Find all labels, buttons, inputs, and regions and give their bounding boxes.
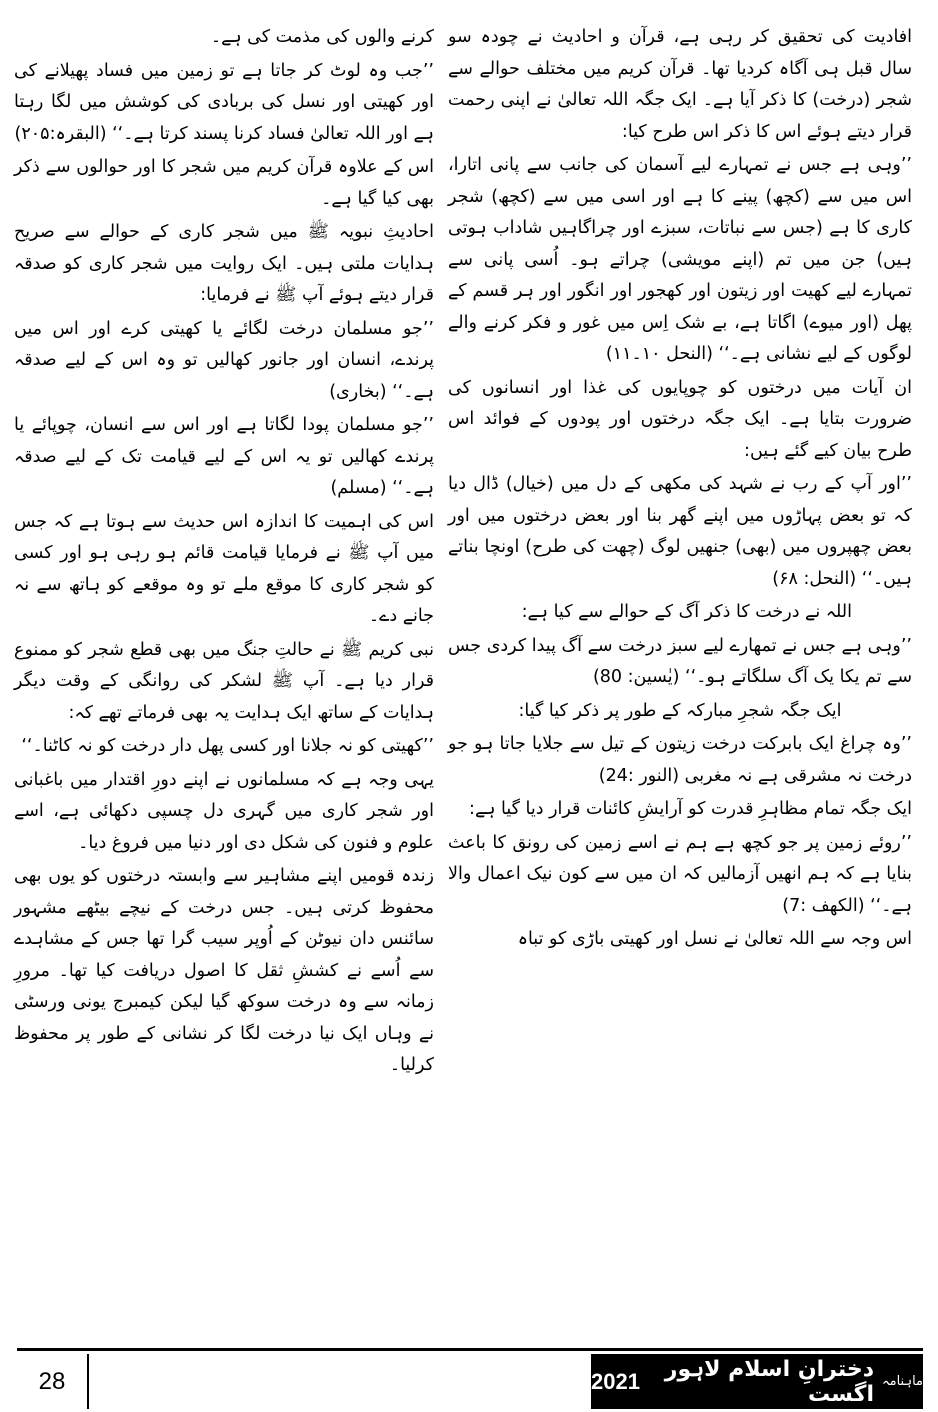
body-paragraph: زندہ قومیں اپنے مشاہیر سے وابستہ درختوں کو یوں بھی محفوظ کرتی ہیں۔ جس درخت کے نیچے بیٹھے مشہور سائنس دان نیوٹن کے اُوپر سیب گرا تھا جس کے مشاہدے سے اُسے نے کششِ ثقل کا اصول دریافت کیا تھا۔ مرورِ زمانہ سے وہ درخت سوکھ گیا لیکن کیمبرج یونی ورسٹی نے وہاں ایک نیا درخت لگا کر نشانی کے طور پر محفوظ کرلیا۔ <box>14 866 434 1075</box>
body-paragraph: افادیت کی تحقیق کر رہی ہے، قرآن و احادیث نے چودہ سو سال قبل ہی آگاہ کردیا تھا۔ قرآن کریم میں مختلف حوالے سے شجر (درخت) کا ذکر آیا ہے۔ ایک جگہ اللہ تعالیٰ نے اپنی رحمت قرار دیتے ہوئے اس کا ذکر اس طرح کیا: <box>448 27 912 142</box>
quote-paragraph: ’’جب وہ لوٹ کر جاتا ہے تو زمین میں فساد پھیلانے کی اور کھیتی اور نسل کی بربادی کی کوشش میں لگا رہتا ہے اور اللہ تعالیٰ فساد کرنا پسند کرتا ہے۔‘‘ (البقرہ:۲۰۵) <box>14 60 434 144</box>
page-footer <box>17 1348 923 1409</box>
quote-paragraph: ’’روئے زمین پر جو کچھ ہے ہم نے اسے زمین کی رونق کا باعث بنایا ہے کہ ہم انھیں آزمالیں کہ ان میں سے کون نیک اعمال والا ہے۔‘‘ (الکھف :7) <box>448 832 912 916</box>
masthead-title: دخترانِ اسلام لاہور اگست <box>664 1356 874 1407</box>
body-paragraph: احادیثِ نبویہ ﷺ میں شجر کاری کے حوالے سے صریح ہدایات ملتی ہیں۔ ایک روایت میں شجر کاری کو صدقہ قرار دیتے ہوئے آپ ﷺ نے فرمایا: <box>14 222 434 305</box>
magazine-masthead <box>591 1354 923 1409</box>
body-paragraph: نبی کریم ﷺ نے حالتِ جنگ میں بھی قطع شجر کو ممنوع قرار دیا ہے۔ آپ ﷺ لشکر کی روانگی کے وقت دیگر ہدایات کے ساتھ ایک ہدایت یہ بھی فرماتے تھے کہ: <box>14 639 434 723</box>
quote-paragraph: ’’جو مسلمان درخت لگائے یا کھیتی کرے اور اس میں پرندے، انسان اور جانور کھالیں تو وہ اس کے لیے صدقہ ہے۔‘‘ (بخاری) <box>14 318 434 402</box>
footer-blank-box <box>89 1354 591 1409</box>
quote-paragraph: ’’اور آپ کے رب نے شہد کی مکھی کے دل میں (خیال) ڈال دیا کہ تو بعض پہاڑوں میں اپنے گھر بنا اور بعض درختوں میں اور بعض چھپروں میں (بھی) جنھیں لوگ (چھت کی طرح) اونچا بناتے ہیں۔‘‘ (النحل: ۶۸) <box>448 474 912 589</box>
body-paragraph: یہی وجہ ہے کہ مسلمانوں نے اپنے دورِ اقتدار میں باغبانی اور شجر کاری میں گہری دل چسپی دکھائی ہے، اسے علوم و فنون کی شکل دی اور دنیا میں فروغ دیا۔ <box>14 769 434 853</box>
body-paragraph: اس کی اہمیت کا اندازہ اس حدیث سے ہوتا ہے کہ جس میں آپ ﷺ نے فرمایا قیامت قائم ہو رہی ہو اور کسی کو شجر کاری کا موقع ملے تو وہ موقعے کو ہاتھ سے نہ جانے دے۔ <box>14 511 434 626</box>
body-paragraph: ان آیات میں درختوں کو چوپایوں کی غذا اور انسانوں کی ضرورت بتایا ہے۔ ایک جگہ درختوں اور پودوں کے فوائد اس طرح بیان کیے گئے ہیں: <box>448 377 912 461</box>
quote-paragraph: ’’وہی ہے جس نے تمھارے لیے سبز درخت سے آگ پیدا کردی جس سے تم یکا یک آگ سلگاتے ہو۔‘‘ (یٰسین: 80) <box>448 635 912 687</box>
quote-paragraph: ’’کھیتی کو نہ جلانا اور کسی پھل دار درخت کو نہ کاٹنا۔‘‘ <box>21 736 434 756</box>
body-paragraph: اللہ نے درخت کا ذکر آگ کے حوالے سے کیا ہے: <box>521 602 852 622</box>
quote-paragraph: ’’جو مسلمان پودا لگاتا ہے اور اس سے انسان، چوپائے یا پرندے کھالیں تو یہ اس کے لیے قیامت تک کے لیے صدقہ ہے۔‘‘ (مسلم) <box>14 415 434 498</box>
left-column <box>14 20 434 1082</box>
page-number: 28 <box>17 1354 89 1409</box>
body-paragraph: کرنے والوں کی مذمت کی ہے۔ <box>210 27 434 47</box>
right-column <box>448 20 912 956</box>
quote-paragraph: ’’وہ چراغ ایک بابرکت درخت زیتون کے تیل سے جلایا جاتا ہو جو درخت نہ مشرقی ہے نہ مغربی (النور :24) <box>448 734 912 786</box>
quote-paragraph: ’’وہی ہے جس نے تمہارے لیے آسمان کی جانب سے پانی اتارا، اس میں سے (کچھ) پینے کا ہے اور اسی میں سے (کچھ) شجر کاری کا ہے (جس سے نباتات، سبزے اور چراگاہیں شاداب ہوتی ہیں) جن میں تم (اپنے مویشی) چراتے ہو۔ اُسی پانی سے تمہارے لیے کھیت اور زیتون اور کھجور اور انگور اور ہر قسم کے پھل (اور میوے) اگاتا ہے، بے شک اِس میں غور و فکر کرنے والے لوگوں کے لیے نشانی ہے۔‘‘ (النحل ۱۰۔۱۱) <box>448 155 912 364</box>
masthead-year: 2021 <box>591 1368 640 1394</box>
masthead-prefix: ماہنامہ <box>881 1374 923 1389</box>
body-paragraph: ایک جگہ شجرِ مبارکہ کے طور پر ذکر کیا گیا: <box>518 700 842 721</box>
body-paragraph: اس وجہ سے اللہ تعالیٰ نے نسل اور کھیتی باڑی کو تباہ <box>517 929 912 949</box>
body-paragraph: ایک جگہ تمام مظاہرِ قدرت کو آرایشِ کائنات قرار دیا گیا ہے: <box>469 799 912 819</box>
body-paragraph: اس کے علاوہ قرآن کریم میں شجر کا اور حوالوں سے ذکر بھی کیا گیا ہے۔ <box>14 157 434 209</box>
